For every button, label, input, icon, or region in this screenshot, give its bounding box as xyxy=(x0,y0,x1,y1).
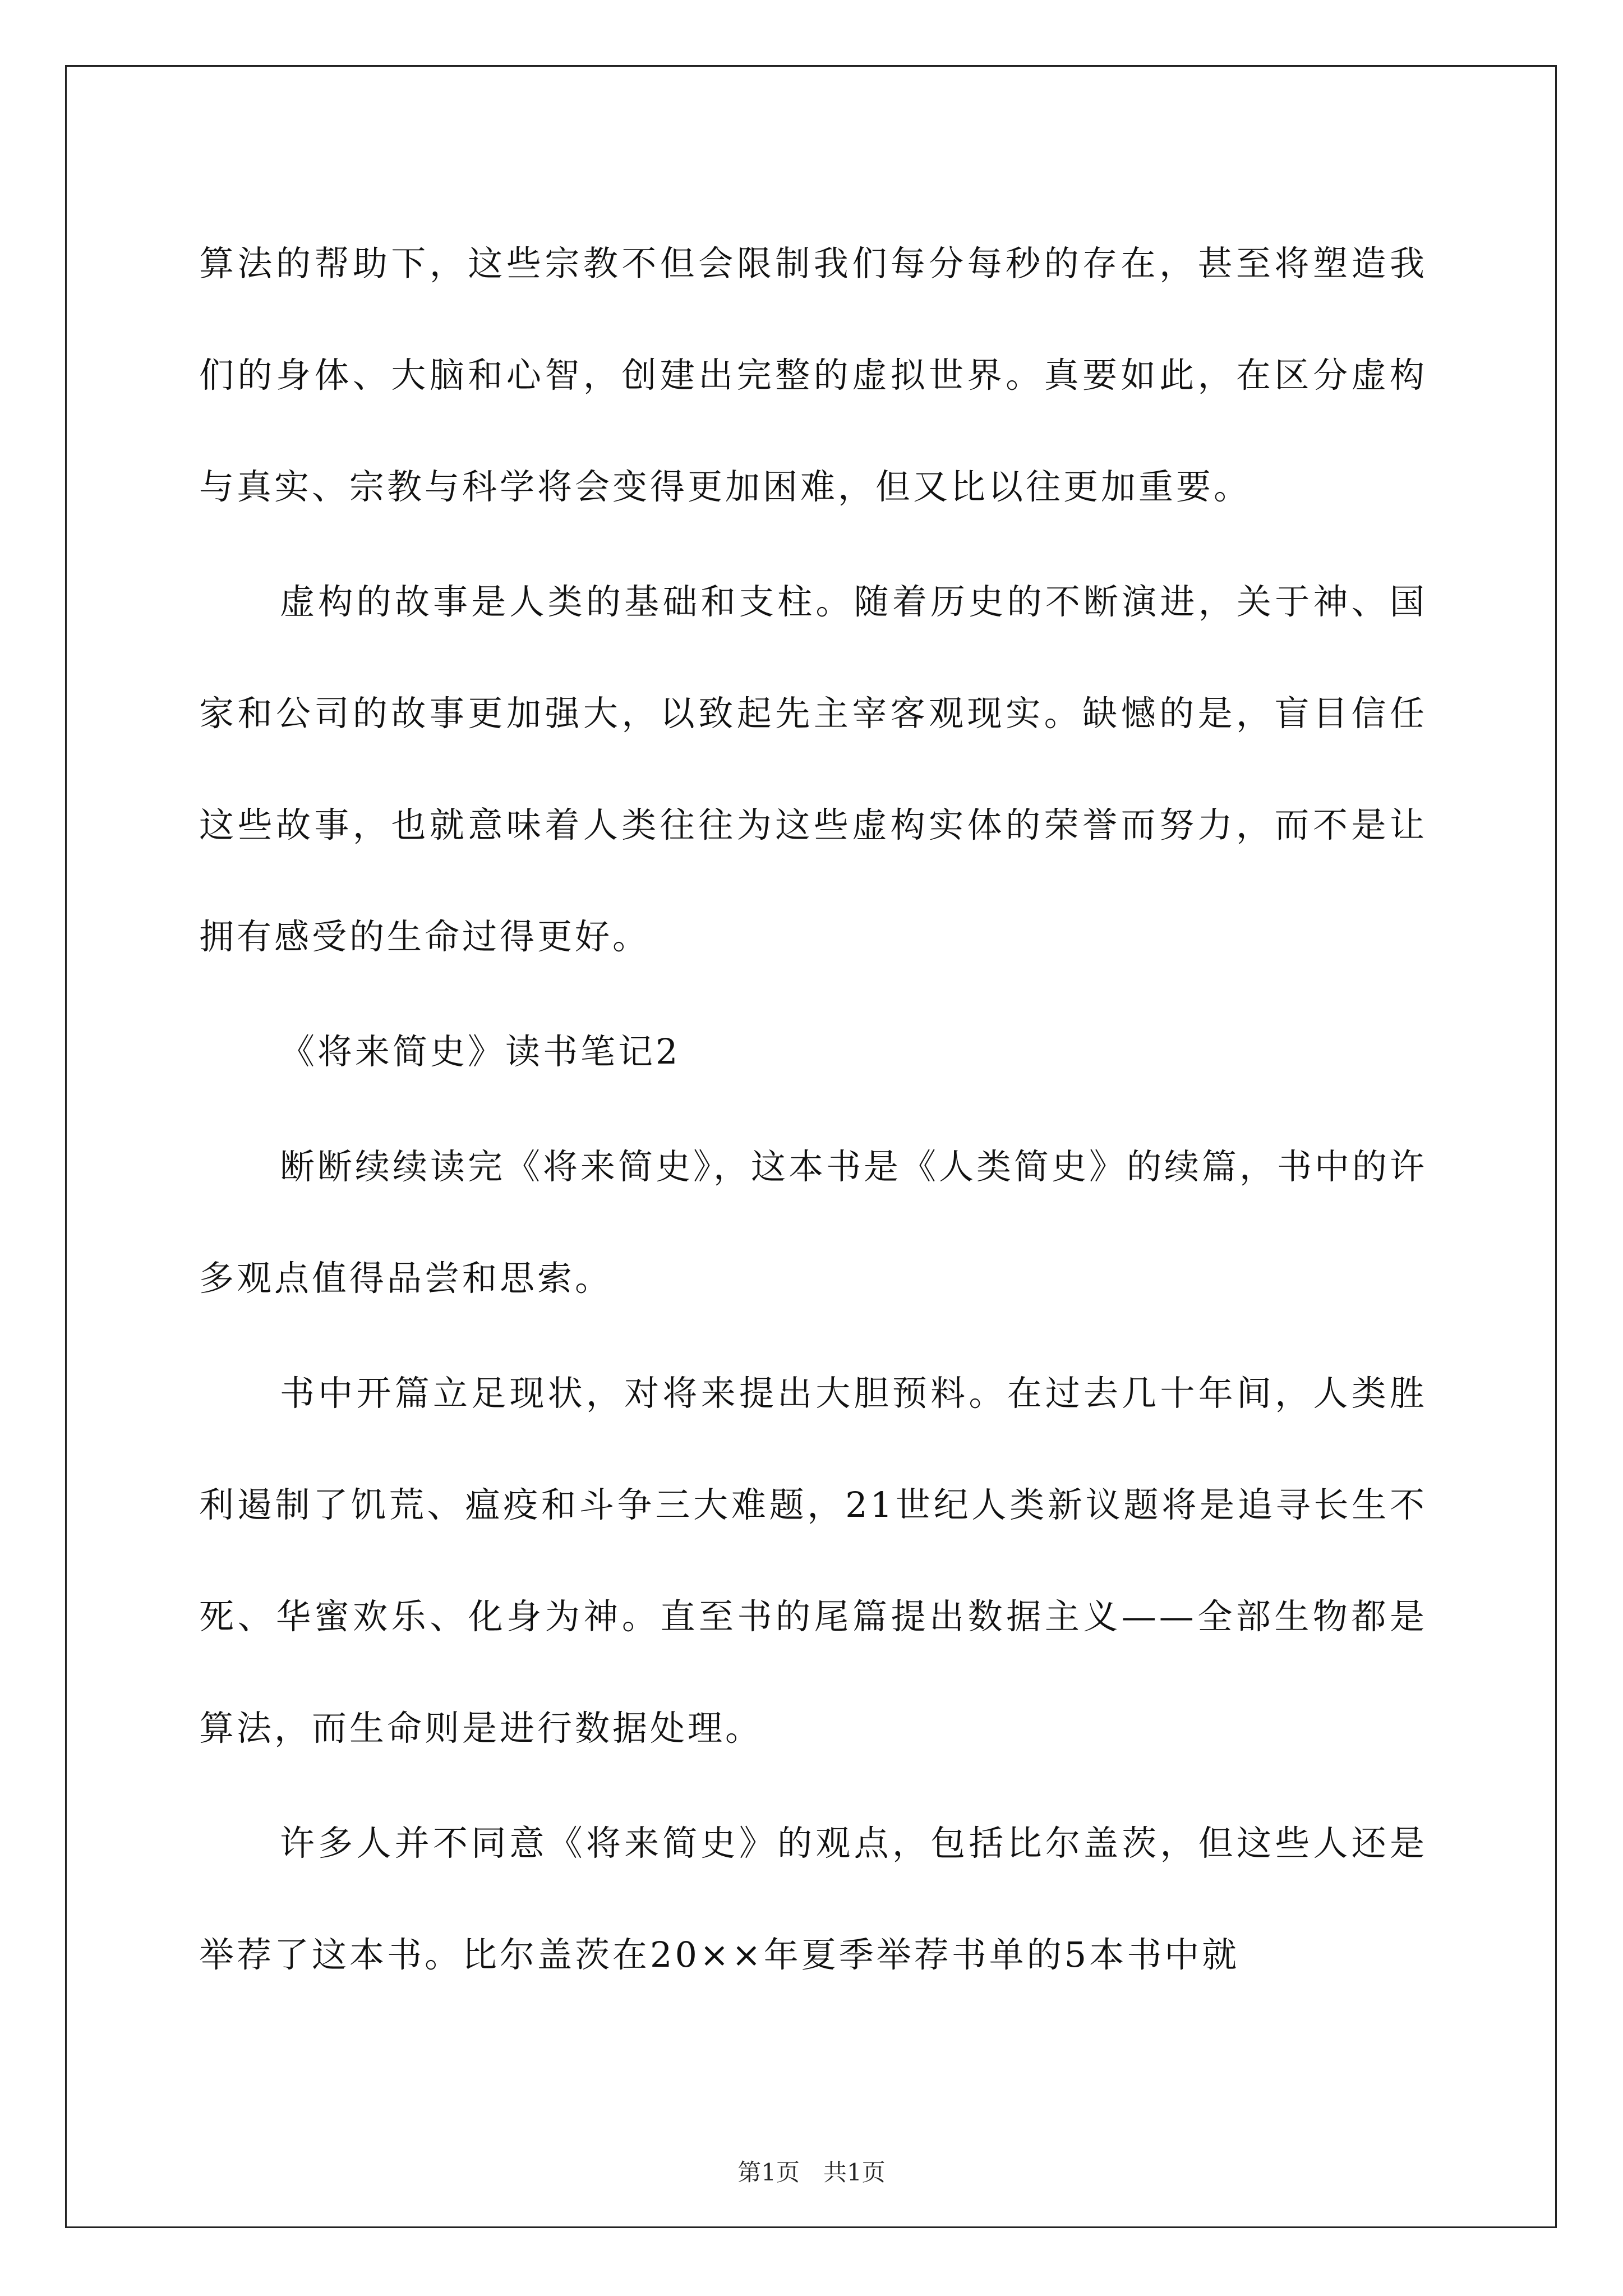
page-footer: 第1页 共1页 xyxy=(737,2159,886,2186)
section-heading: 《将来简史》读书笔记2 xyxy=(280,1031,681,1072)
paragraph-1: 算法的帮助下，这些宗教不但会限制我们每分每秒的存在，甚至将塑造我们的身体、大脑和心智，创建出完整的虚拟世界。真要如此，在区分虚构与真实、宗教与科学将会变得更加困难，但又比以往更加重要。 xyxy=(199,243,1427,507)
paragraph-3: 断断续续读完《将来简史》，这本书是《人类简史》的续篇，书中的许多观点值得品尝和思索。 xyxy=(199,1146,1428,1299)
document-body xyxy=(199,208,1427,2014)
paragraph-2: 虚构的故事是人类的基础和支柱。随着历史的不断演进，关于神、国家和公司的故事更加强大，以致起先主宰客观现实。缺憾的是，盲目信任这些故事，也就意味着人类往往为这些虚构实体的荣誉而努力，而不是让拥有感受的生命过得更好。 xyxy=(199,581,1427,957)
paragraph-4: 书中开篇立足现状，对将来提出大胆预料。在过去几十年间，人类胜利遏制了饥荒、瘟疫和斗争三大难题，21世纪人类新议题将是追寻长生不死、华蜜欢乐、化身为神。直至书的尾篇提出数据主义——全部生物都是算法，而生命则是进行数据处理。 xyxy=(199,1373,1427,1749)
paragraph-5: 许多人并不同意《将来简史》的观点，包括比尔盖茨，但这些人还是举荐了这本书。比尔盖茨在20××年夏季举荐书单的5本书中就 xyxy=(199,1823,1427,1975)
